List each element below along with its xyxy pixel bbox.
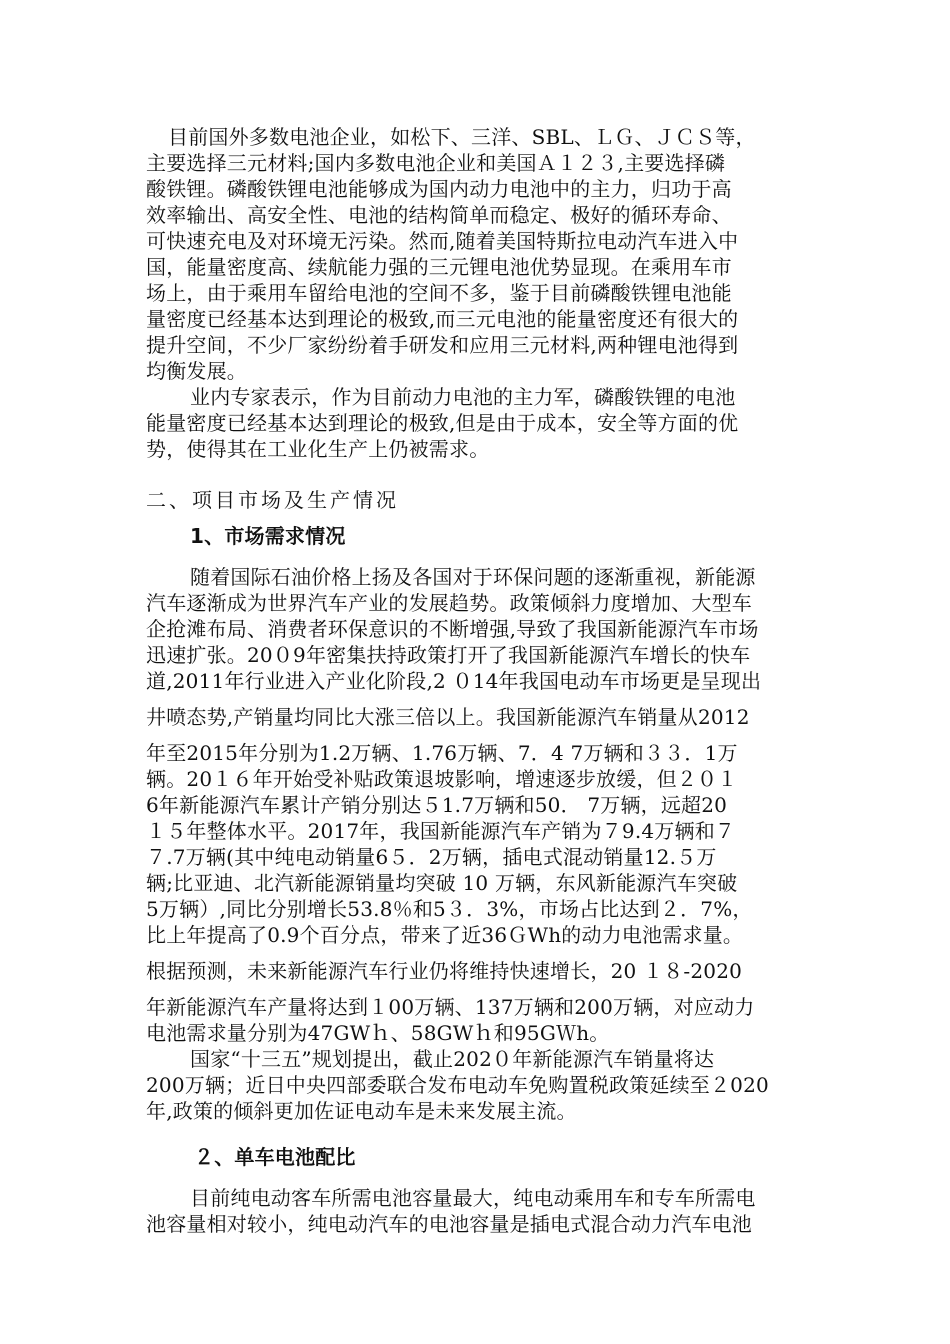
para1-line-10: 均衡发展。 (146, 359, 247, 383)
section-heading: 二、项目市场及生产情况 (146, 488, 399, 512)
para2-line-2: 能量密度已经基本达到理论的极致,但是由于成本，安全等方面的优 (146, 411, 739, 435)
para3-line-7: 年至2015年分别为1.2万辆、1.76万辆、7．4 7万辆和３３．1万 (146, 741, 738, 765)
para3-line-6: 井喷态势,产销量均同比大涨三倍以上。我国新能源汽车销量从2012 (146, 705, 750, 729)
para3-line-13: 5万辆）,同比分别增长53.8％和5３．3%，市场占比达到２．7%， (146, 897, 753, 921)
para3-line-11: ７.7万辆(其中纯电动销量6５．2万辆，插电式混动销量12.５万 (146, 845, 717, 869)
para1-line-6: 国，能量密度高、续航能力强的三元锂电池优势显现。在乘用车市 (146, 255, 732, 279)
para3-line-3: 企抢滩布局、消费者环保意识的不断增强,导致了我国新能源汽车市场 (146, 617, 759, 641)
para5-line-1: 目前纯电动客车所需电池容量最大，纯电动乘用车和专车所需电 (190, 1186, 756, 1210)
subheading-market-demand: 1、市场需求情况 (190, 524, 346, 548)
para1-line-5: 可快速充电及对环境无污染。然而,随着美国特斯拉电动汽车进入中 (146, 229, 739, 253)
para3-line-15: 根据预测，未来新能源汽车行业仍将维持快速增长，20 １８-2020 (146, 959, 743, 983)
para1-line-7: 场上，由于乘用车留给电池的空间不多，鉴于目前磷酸铁锂电池能 (146, 281, 732, 305)
para3-line-14: 比上年提高了0.9个百分点，带来了近36ＧWh的动力电池需求量。 (146, 923, 744, 947)
para3-line-1: 随着国际石油价格上扬及各国对于环保问题的逐渐重视，新能源 (190, 565, 756, 589)
para3-line-9: 6年新能源汽车累计产销分别达５1.7万辆和50． 7万辆，远超20 (146, 793, 728, 817)
para3-line-4: 迅速扩张。20０9年密集扶持政策打开了我国新能源汽车增长的快车 (146, 643, 751, 667)
para1-line-4: 效率输出、高安全性、电池的结构简单而稳定、极好的循环寿命、 (146, 203, 732, 227)
para4-line-3: 年,政策的倾斜更加佐证电动车是未来发展主流。 (146, 1099, 577, 1123)
para1-line-2: 主要选择三元材料;国内多数电池企业和美国Ａ１２３,主要选择磷 (146, 151, 726, 175)
para5-line-2: 池容量相对较小，纯电动汽车的电池容量是插电式混合动力汽车电池 (146, 1212, 752, 1236)
para3-line-12: 辆;比亚迪、北汽新能源销量均突破 10 万辆，东风新能源汽车突破 (146, 871, 738, 895)
para4-line-1: 国家“十三五”规划提出，截止202０年新能源汽车销量将达 (190, 1047, 715, 1071)
para3-line-5: 道,2011年行业进入产业化阶段,2 ０14年我国电动车市场更是呈现出 (146, 669, 762, 693)
para2-line-3: 势，使得其在工业化生产上仍被需求。 (146, 437, 490, 461)
para3-line-2: 汽车逐渐成为世界汽车产业的发展趋势。政策倾斜力度增加、大型车 (146, 591, 752, 615)
para3-line-8: 辆。20１６年开始受补贴政策退坡影响，增速逐步放缓，但２０１ (146, 767, 738, 791)
para2-line-1: 业内专家表示，作为目前动力电池的主力军，磷酸铁锂的电池 (190, 385, 736, 409)
para1-line-9: 提升空间，不少厂家纷纷着手研发和应用三元材料,两种锂电池得到 (146, 333, 739, 357)
para1-line-1: 目前国外多数电池企业，如松下、三洋、SBL、ＬＧ、ＪＣＳ等， (168, 125, 756, 149)
para4-line-2: 200万辆；近日中央四部委联合发布电动车免购置税政策延续至２020 (146, 1073, 769, 1097)
para3-line-10: １５年整体水平。2017年，我国新能源汽车产销为７9.4万辆和７ (146, 819, 736, 843)
para1-line-3: 酸铁锂。磷酸铁锂电池能够成为国内动力电池中的主力，归功于高 (146, 177, 732, 201)
para1-line-8: 量密度已经基本达到理论的极致,而三元电池的能量密度还有很大的 (146, 307, 739, 331)
para3-line-17: 电池需求量分别为47GWｈ、58GWｈ和95GＷh。 (146, 1021, 610, 1045)
para3-line-16: 年新能源汽车产量将达到１00万辆、137万辆和200万辆，对应动力 (146, 995, 755, 1019)
subheading-battery-ratio: ２、单车电池配比 (194, 1145, 356, 1169)
